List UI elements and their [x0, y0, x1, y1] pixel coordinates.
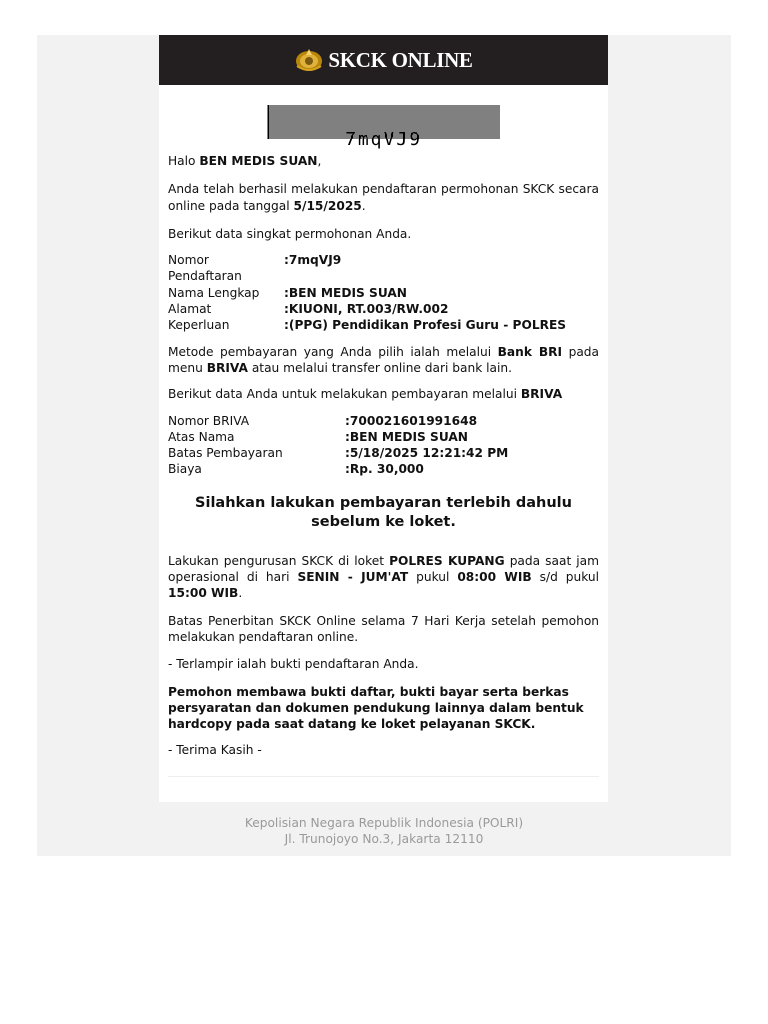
- footer-org: Kepolisian Negara Republik Indonesia (POLRI): [244, 816, 524, 830]
- pay-label-0: Nomor BRIVA: [168, 413, 250, 428]
- app-value-3: :(PPG) Pendidikan Profesi Guru - POLRES: [284, 318, 567, 333]
- intro-text: Anda telah berhasil melakukan pendaftaran permohonan SKCK secara online pada tanggal: [168, 182, 599, 213]
- address: KIUONI, RT.003/RW.002: [288, 302, 449, 317]
- payment-method-name: BRIVA: [520, 387, 563, 402]
- registration-date: 5/15/2025: [293, 198, 362, 213]
- pay-value-1: :BEN MEDIS SUAN: [345, 429, 468, 444]
- header-banner: [159, 35, 608, 85]
- greeting-prefix: Halo: [168, 154, 200, 168]
- account-name: BEN MEDIS SUAN: [349, 429, 468, 444]
- intro-end: .: [361, 198, 366, 213]
- deadline-note: Batas Penerbitan SKCK Online selama 7 Hari Kerja setelah pemohon melakukan pendaftaran online.: [168, 613, 599, 644]
- office-name: POLRES KUPANG: [389, 553, 505, 568]
- visit-text-3: pukul: [408, 570, 458, 585]
- payment-intro-text: Berikut data Anda untuk melakukan pembayaran melalui: [168, 387, 521, 402]
- greeting-suffix: ,: [317, 154, 322, 168]
- payment-headline: Silahkan lakukan pembayaran terlebih dahulu sebelum ke loket.: [195, 494, 572, 530]
- menu-name: BRIVA: [206, 360, 248, 375]
- pay-value-0: :700021601991648: [345, 413, 478, 428]
- pay-label-1: Atas Nama: [168, 429, 235, 444]
- opening-time: 08:00 WIB: [457, 570, 532, 585]
- payment-table: [168, 413, 599, 478]
- footer-address: Jl. Trunojoyo No.3, Jakarta 12110: [284, 832, 484, 847]
- applicant-name: BEN MEDIS SUAN: [199, 154, 318, 168]
- closing-time: 15:00 WIB: [168, 586, 239, 601]
- bank-name: Bank BRI: [497, 344, 563, 359]
- app-value-2: :KIUONI, RT.003/RW.002: [284, 302, 449, 317]
- requirements-note: Pemohon membawa bukti daftar, bukti bayar serta berkas persyaratan dan dokumen pendukung lainnya dalam bentuk hardcopy pada saat datang ke loket pelayanan SKCK.: [168, 684, 584, 732]
- purpose: (PPG) Pendidikan Profesi Guru - POLRES: [288, 318, 567, 333]
- full-name: BEN MEDIS SUAN: [288, 285, 407, 300]
- email-card: [159, 35, 608, 802]
- visit-text-4: s/d pukul: [531, 570, 599, 585]
- visit-paragraph: [168, 553, 599, 602]
- intro-paragraph: [168, 181, 599, 214]
- pm-text-3: atau melalui transfer online dari bank lain.: [247, 360, 512, 375]
- email-background: [37, 35, 731, 856]
- email-content: [168, 153, 599, 759]
- payment-intro: [168, 386, 599, 402]
- operating-days: SENIN - JUM'AT: [297, 570, 409, 585]
- visit-text-1: Lakukan pengurusan SKCK di loket: [168, 553, 390, 568]
- app-value-0: :7mqVJ9: [284, 253, 342, 268]
- briva-number: 700021601991648: [349, 413, 478, 428]
- logo-text: SKCK ONLINE: [328, 47, 473, 72]
- pm-text-2: pada menu: [168, 344, 599, 375]
- divider: [168, 776, 599, 777]
- app-label-0: Nomor Pendaftaran: [168, 253, 242, 284]
- footer: [37, 815, 731, 848]
- payment-method-paragraph: [168, 344, 599, 377]
- greeting: [168, 153, 599, 169]
- app-value-1: :BEN MEDIS SUAN: [284, 285, 407, 300]
- application-table: [168, 252, 599, 333]
- visit-text-5: .: [238, 586, 243, 601]
- barcode-text: 7mqVJ9: [344, 129, 423, 150]
- app-label-1: Nama Lengkap: [168, 285, 260, 300]
- app-label-3: Keperluan: [168, 318, 230, 333]
- summary-intro: Berikut data singkat permohonan Anda.: [168, 226, 412, 241]
- attachment-note: - Terlampir ialah bukti pendaftaran Anda.: [168, 657, 419, 672]
- pay-value-2: :5/18/2025 12:21:42 PM: [345, 446, 509, 461]
- pay-value-3: :Rp. 30,000: [345, 462, 424, 477]
- pm-text-1: Metode pembayaran yang Anda pilih ialah melalui: [168, 344, 498, 359]
- app-label-2: Alamat: [168, 302, 212, 317]
- closing-text: - Terima Kasih -: [168, 743, 262, 758]
- logo: [294, 46, 472, 74]
- registration-number: 7mqVJ9: [288, 253, 342, 268]
- payment-deadline: 5/18/2025 12:21:42 PM: [349, 446, 509, 461]
- pay-label-2: Batas Pembayaran: [168, 446, 283, 461]
- fee: Rp. 30,000: [349, 462, 424, 477]
- visit-text-2: pada saat jam operasional di hari: [168, 553, 599, 585]
- pay-label-3: Biaya: [168, 462, 202, 477]
- police-emblem-icon: [294, 46, 324, 74]
